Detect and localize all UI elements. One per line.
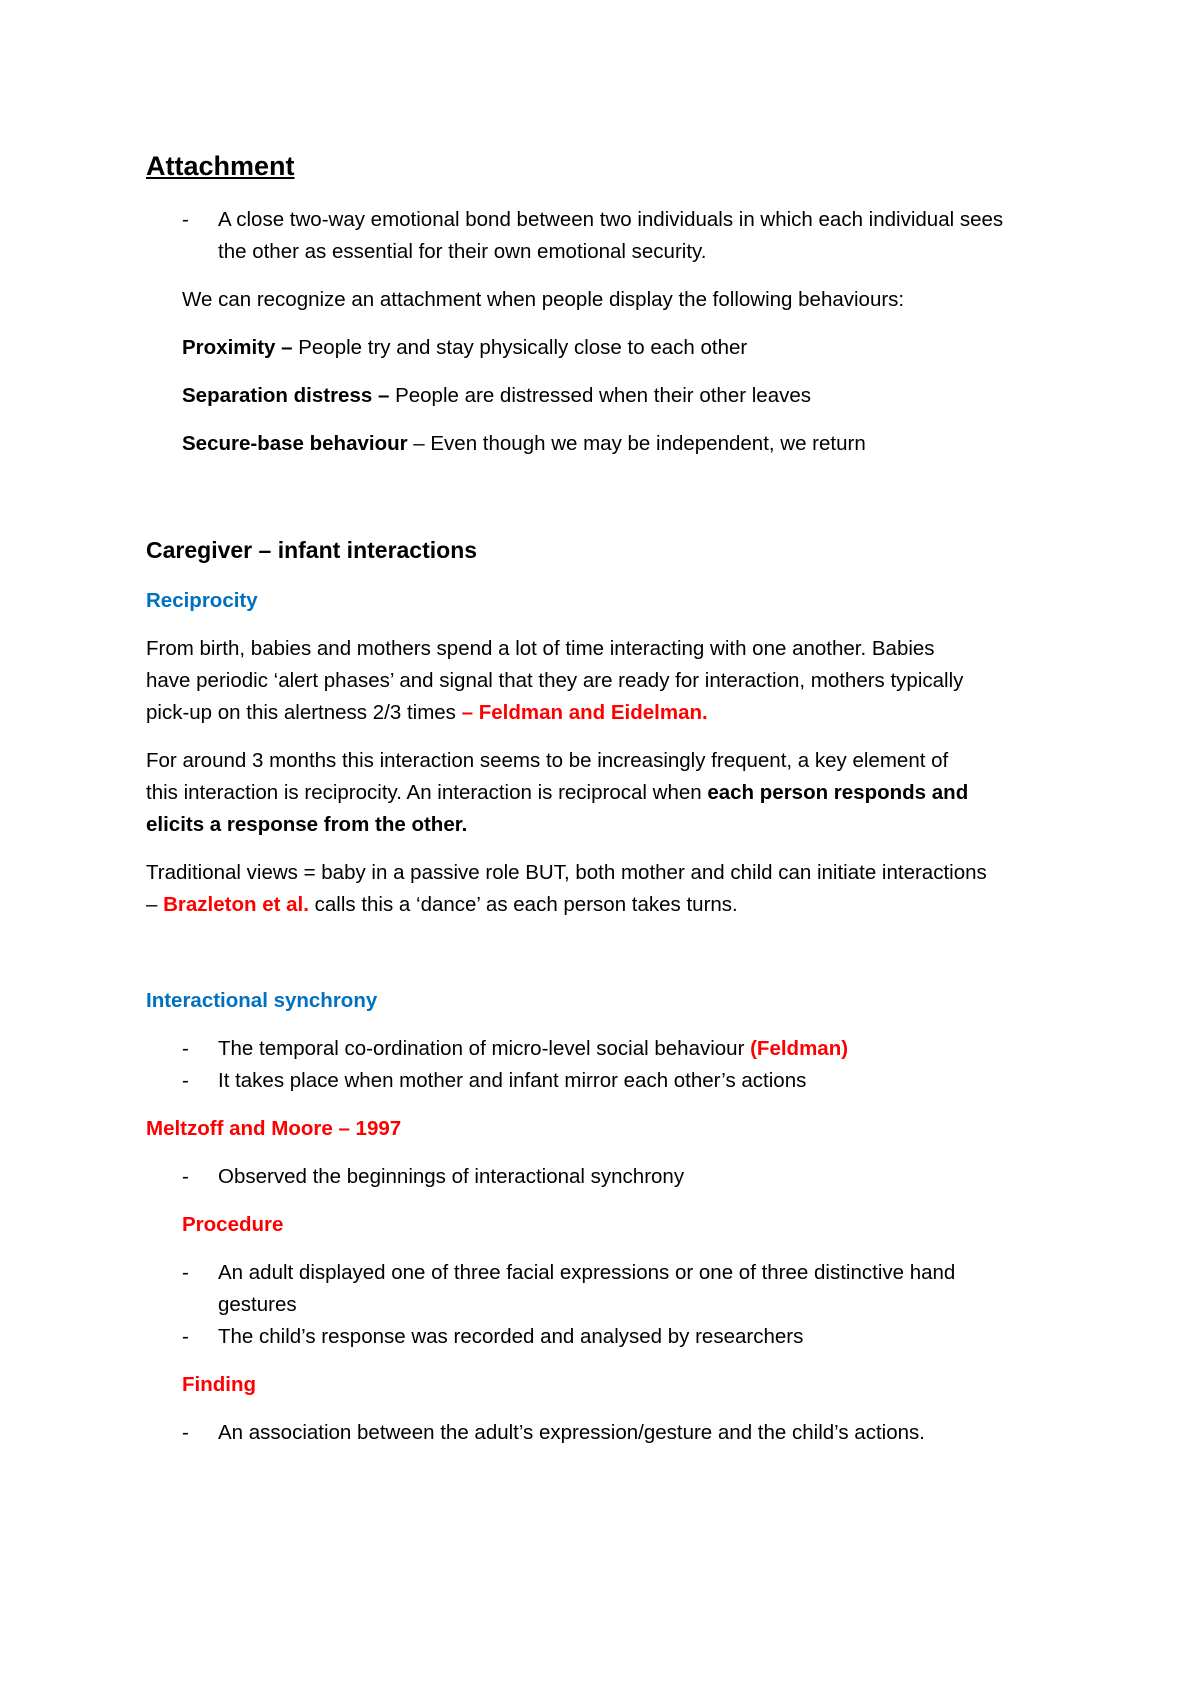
procedure-bullet-1: [182, 1257, 1042, 1321]
synchrony-bullet-2: [182, 1065, 1042, 1097]
behaviour-term: Secure-base behaviour: [182, 432, 408, 455]
finding-b1-text: An association between the adult’s expression/gesture and the child’s actions.: [218, 1421, 925, 1444]
procedure-bullet-2: [182, 1321, 1042, 1353]
bullet-dash: -: [182, 208, 189, 231]
behaviour-term: Proximity –: [182, 336, 293, 359]
reciprocity-p3-dash: –: [146, 893, 164, 916]
procedure-b1-text: An adult displayed one of three facial expressions or one of three distinctive hand gestures: [218, 1261, 956, 1316]
section2-title: Caregiver – infant interactions: [146, 537, 478, 563]
reciprocity-p3-text: calls this a ‘dance’ as each person takes turns.: [308, 893, 738, 916]
bullet-dash: -: [182, 1165, 189, 1188]
reciprocity-p1-line1: From birth, babies and mothers spend a lot of time interacting with one another. Babies: [146, 637, 935, 660]
behaviour-term: Separation distress –: [182, 384, 390, 407]
reciprocity-p2-bold: each person responds and: [707, 781, 969, 804]
behaviour-desc: – Even though we may be independent, we return: [407, 432, 866, 455]
synchrony-b1-text: The temporal co-ordination of micro-level social behaviour: [218, 1037, 751, 1060]
study-bullet-1: [182, 1161, 1042, 1193]
behaviour-proximity: [182, 332, 747, 364]
recognize-text: We can recognize an attachment when people display the following behaviours:: [182, 288, 905, 311]
finding-heading: Finding: [182, 1373, 257, 1396]
page-title: Attachment: [146, 151, 295, 181]
procedure-heading: Procedure: [182, 1213, 284, 1236]
reciprocity-p3-line2: [146, 889, 738, 921]
behaviour-secure-base: [182, 428, 866, 460]
citation-feldman: (Feldman): [750, 1037, 849, 1060]
bullet-dash: -: [182, 1261, 189, 1284]
bullet-dash: -: [182, 1069, 189, 1092]
bullet-dash: -: [182, 1421, 189, 1444]
behaviour-desc: People try and stay physically close to each other: [292, 336, 748, 359]
behaviour-separation-distress: [182, 380, 811, 412]
reciprocity-p3-line1: Traditional views = baby in a passive role BUT, both mother and child can initiate interactions: [146, 861, 987, 884]
reciprocity-heading: Reciprocity: [146, 589, 258, 612]
behaviour-desc: People are distressed when their other leaves: [389, 384, 812, 407]
definition-bullet: [182, 204, 1042, 268]
synchrony-b2-text: It takes place when mother and infant mirror each other’s actions: [218, 1069, 807, 1092]
finding-bullet-1: [182, 1417, 1042, 1449]
study-b1-text: Observed the beginnings of interactional synchrony: [218, 1165, 685, 1188]
reciprocity-p1-line2: have periodic ‘alert phases’ and signal that they are ready for interaction, mothers typically: [146, 669, 964, 692]
bullet-dash: -: [182, 1037, 189, 1060]
reciprocity-p1-text: pick-up on this alertness 2/3 times: [146, 701, 462, 724]
reciprocity-p2-text: this interaction is reciprocity. An interaction is reciprocal when: [146, 781, 708, 804]
definition-text: A close two-way emotional bond between two individuals in which each individual sees the other as essential for their own emotional security.: [218, 208, 1004, 263]
reciprocity-p1-line3: [146, 697, 708, 729]
citation-feldman-eidelman: – Feldman and Eidelman.: [461, 701, 708, 724]
reciprocity-p2-line3: elicits a response from the other.: [146, 813, 468, 836]
study-heading: Meltzoff and Moore – 1997: [146, 1117, 402, 1140]
bullet-dash: -: [182, 1325, 189, 1348]
procedure-b2-text: The child’s response was recorded and analysed by researchers: [218, 1325, 804, 1348]
synchrony-heading: Interactional synchrony: [146, 989, 378, 1012]
synchrony-bullet-text: [182, 1033, 1042, 1065]
citation-brazleton: Brazleton et al.: [163, 893, 309, 916]
synchrony-bullet-1: [182, 1033, 1042, 1065]
reciprocity-p2-line2: [146, 777, 968, 809]
reciprocity-p2-line1: For around 3 months this interaction seems to be increasingly frequent, a key element of: [146, 749, 949, 772]
